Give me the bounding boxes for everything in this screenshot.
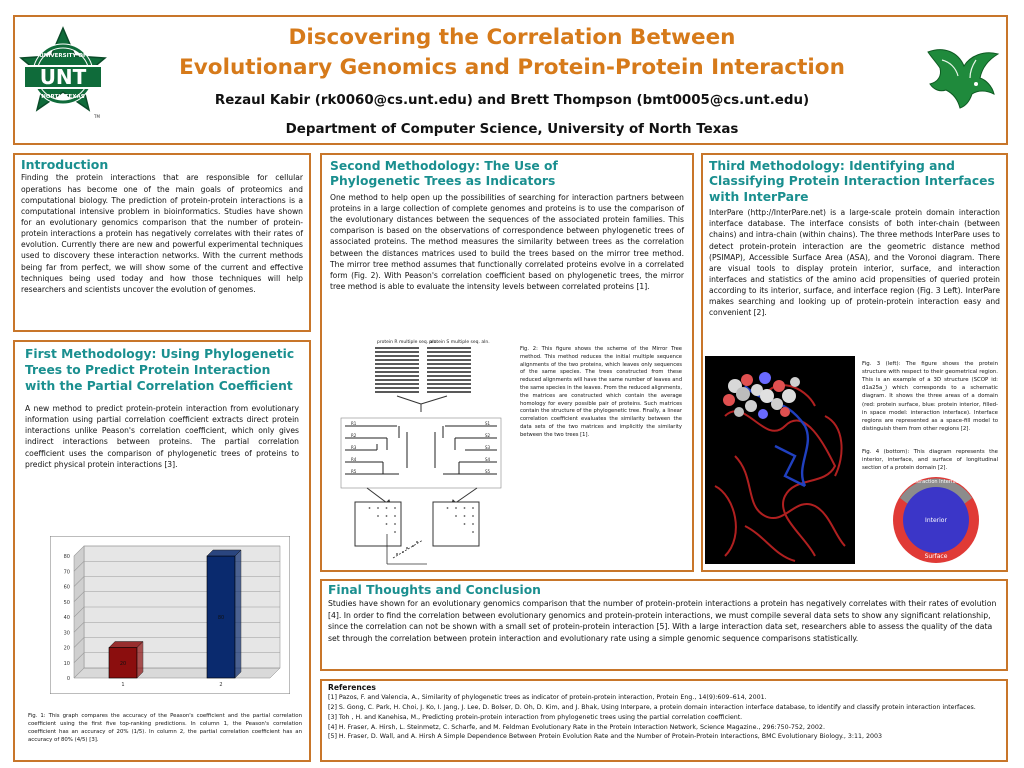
y-tick-label: 30 bbox=[63, 630, 70, 637]
references-heading: References bbox=[328, 683, 376, 692]
y-tick-label: 50 bbox=[63, 599, 70, 606]
second-method-heading: Second Methodology: The Use of Phylogenetic Trees as Indicators bbox=[330, 159, 558, 189]
svg-text:Surface: Surface bbox=[924, 553, 948, 560]
third-method-heading: Third Methodology: Identifying and Classifying Protein Interaction Interfaces with InterPare bbox=[709, 159, 995, 204]
svg-text:NORTH TEXAS: NORTH TEXAS bbox=[41, 94, 85, 100]
conclusion-body: Studies have shown for an evolutionary genomics comparison that the number of protein-protein interactions a protein has negatively correlates with their rates of evolution [4]. In order to find the correlation between evolutionary genomics and protein-protein interactions, we must compile several data sets to show any significant relationship, since the correlation can not be shown with a small set of protein-protein interaction [5]. With a large interaction data set, researchers able to assess the quality of the data set through the correlation between protein interaction and evolutionary rate using a simple genomic sequence comparisons statistically. bbox=[328, 599, 997, 643]
references-panel bbox=[320, 679, 1008, 762]
department-line: Department of Computer Science, University of North Texas bbox=[285, 122, 739, 137]
poster-title-line2: Evolutionary Genomics and Protein-Protein Interaction bbox=[179, 55, 845, 80]
svg-text:R4: R4 bbox=[351, 457, 357, 462]
bar-data-label: 20 bbox=[119, 660, 127, 667]
first-method-body: A new method to predict protein-protein interaction from evolutionary information using partial correlation coefficient extracts direct protein interactions unlike Peason's correlation coefficient, which only gives indirect interactions between proteins. The partial correlation coefficient uses the comparison of phylogenetic trees of proteins to predict physical protein interactions [3]. bbox=[25, 403, 299, 469]
second-method-body: One method to help open up the possibilities of searching for interaction partners between proteins in a large collection of complete genomes and proteins is to use the comparison of the evolutionary distances between the sequences of the associated protein families. This comparison is based on the observations of correspondence between phylogenetic trees of associated proteins. The method measures the similarity between trees as the correlation between the distances matrices used to build the trees based on the mirror tree method. The mirror tree method assumes that functionally correlated proteins evolve in a correlated form (Fig. 2). With Peason's correlation coefficient based on phylogenetic trees, the mirror tree method is able to evaluate the intensity levels between correlated proteins [1]. bbox=[330, 192, 684, 291]
third-method-body: InterPare (http://InterPare.net) is a large-scale protein domain interaction interface database. The interface consists of both inter-chain (between chains) and intra-chain (within chains). The three methods InterPare uses to detect protein-protein interaction are the geometric distance method (PSIMAP), Accessible Surface Area (ASA), and the Voronoi diagram. There are visual tools to display protein interior, surface, and interaction interfaces and statistics of the amino acid propensities of queried protein according to its interior, surface, and interface region (Fig. 3 Left). InterPare makes searching and looking up of protein-protein interaction easy and convenient [2]. bbox=[709, 208, 1000, 318]
introduction-body: Finding the protein interactions that are responsible for cellular operations has become one of the main goals of proteomics and computational biology. The prediction of protein-protein interactions is a computational intensive problem in bioinformatics. Studies have shown for an evolutionary genomics comparison that the number of protein-protein interactions a protein has negatively correlates with their rates of evolution. Currently there are new and powerful experimental techniques used to discovery these interaction networks. With the current methods being far from perfect, we will show some of the current and effective techniques being used today and how those techniques will help researchers and scientists uncover the evolution of genomes. bbox=[21, 173, 303, 294]
y-tick-label: 10 bbox=[63, 660, 70, 667]
y-tick-label: 20 bbox=[63, 645, 70, 652]
accuracy-bar-chart bbox=[50, 536, 290, 694]
svg-text:R5: R5 bbox=[351, 469, 357, 474]
y-tick-label: 60 bbox=[63, 584, 70, 591]
protein-structure-image bbox=[705, 356, 855, 564]
svg-text:Interaction Interface: Interaction Interface bbox=[910, 479, 962, 485]
y-tick-label: 0 bbox=[66, 676, 70, 682]
figure1-caption: Fig. 1: This graph compares the accuracy of the Peason's coefficient and the partial correlation coefficient using the first five top-ranking predictions. In column 1, the Peason's correlation coefficient has an accuracy of 20% (1/5). In column 2, the partial correlation coefficient has an accuracy of 80% (4/5) [3]. bbox=[28, 713, 302, 744]
svg-text:protein R multiple seq. aln.: protein R multiple seq. aln. bbox=[377, 340, 438, 345]
x-tick-label: 2 bbox=[219, 682, 223, 688]
poster-title-line1: Discovering the Correlation Between bbox=[288, 25, 736, 50]
svg-text:S5: S5 bbox=[485, 469, 491, 474]
y-tick-label: 70 bbox=[63, 569, 70, 576]
mirror-tree-diagram bbox=[327, 338, 515, 566]
conclusion-heading: Final Thoughts and Conclusion bbox=[328, 583, 541, 597]
reference-item: [1] Pazos, F. and Valencia, A., Similarity of phylogenetic trees as indicator of protein-protein interaction, Protein Eng., 14(9):609–614, 2001. bbox=[328, 694, 767, 702]
svg-text:UNIVERSITY OF: UNIVERSITY OF bbox=[39, 53, 87, 59]
authors-line: Rezaul Kabir (rk0060@cs.unt.edu) and Brett Thompson (bmt0005@cs.unt.edu) bbox=[214, 93, 810, 108]
figure2-caption: Fig. 2: This figure shows the scheme of the Mirror Tree method. This method reduces the initial multiple sequence alignments of the two proteins, which leaves only sequences of the same species. The trees constructed from these reduced alignments will have the same number of leaves and the same species in the leaves. From the reduced alignments, the matrices are constructed which contain the average homology for every possible pair of proteins. Such matrices contain the structure of the phylogenetic tree. Finally, a linear correlation coefficient evaluates the similarity between the data sets of the two matrices and implicitly the similarity between the two trees [1]. bbox=[520, 346, 682, 438]
introduction-panel bbox=[13, 153, 311, 332]
reference-item: [5] H. Fraser, D. Wall, and A. Hirsh A Simple Dependence Between Protein Evolution Rate and the Number of Protein-Protein Interactions, BMC Evolutionary Biology., 3:11, 2003 bbox=[328, 733, 882, 741]
reference-item: [3] Toh , H. and Kanehisa, M., Predicting protein-protein interaction from phylogenetic trees using the partial correlation coefficient. bbox=[328, 713, 743, 721]
unt-star-logo bbox=[18, 26, 108, 122]
svg-text:R1: R1 bbox=[351, 421, 357, 426]
introduction-heading: Introduction bbox=[21, 157, 109, 172]
svg-text:protein S multiple seq. aln.: protein S multiple seq. aln. bbox=[429, 340, 490, 345]
svg-text:Interior: Interior bbox=[925, 517, 947, 524]
svg-text:UNT: UNT bbox=[39, 65, 87, 89]
figure4-caption: Fig. 4 (bottom): This diagram represents the interior, interface, and surface of longitudinal section of a protein domain [2]. bbox=[862, 449, 998, 472]
chart-floor bbox=[74, 668, 280, 678]
protein-region-ring-diagram bbox=[880, 474, 992, 566]
x-tick-label: 1 bbox=[121, 682, 125, 688]
svg-text:S3: S3 bbox=[485, 445, 491, 450]
bar-data-label: 80 bbox=[217, 615, 225, 621]
figure3-caption: Fig. 3 (left): The figure shows the protein structure with respect to their geometrical region. This is an example of a 3D structure (SCOP id: d1a25a_) which corresponds to a schematic diagram. It shows the three areas of a domain (red: protein surface, blue: protein interior, filled-in space model: interaction interface). Interface regions are represented as a space-fill model to distinguish them from other regions [2]. bbox=[862, 361, 998, 432]
y-tick-label: 40 bbox=[63, 615, 70, 621]
y-tick-label: 80 bbox=[63, 554, 70, 560]
bar-side bbox=[137, 642, 143, 679]
first-method-heading: First Methodology: Using Phylogenetic Trees to Predict Protein Interaction with the Partial Correlation Coefficient bbox=[25, 347, 295, 393]
svg-text:TM: TM bbox=[94, 114, 100, 119]
reference-item: [4] H. Fraser, A. Hirsh, L. Steinmetz, C. Scharfe, and M. Feldman Evolutionary Rate in the Protein Interaction Network, Science Magazine., 296:750-752, 2002. bbox=[328, 723, 825, 731]
bar-side bbox=[235, 550, 241, 678]
eagle-mascot-icon bbox=[924, 44, 1002, 110]
svg-text:S4: S4 bbox=[485, 457, 491, 462]
conclusion-panel bbox=[320, 579, 1008, 671]
svg-text:R2: R2 bbox=[351, 433, 357, 438]
reference-item: [2] S. Gong, C. Park, H. Choi, J. Ko, I. Jang, J. Lee, D. Bolser, D. Oh, D. Kim, and J. Bhak, Using Interpare, a protein domain interaction interface database, to identify and classify protein interaction interfaces. bbox=[328, 704, 976, 711]
svg-text:R3: R3 bbox=[351, 445, 357, 450]
svg-text:S2: S2 bbox=[485, 433, 491, 438]
svg-text:S1: S1 bbox=[485, 421, 491, 426]
